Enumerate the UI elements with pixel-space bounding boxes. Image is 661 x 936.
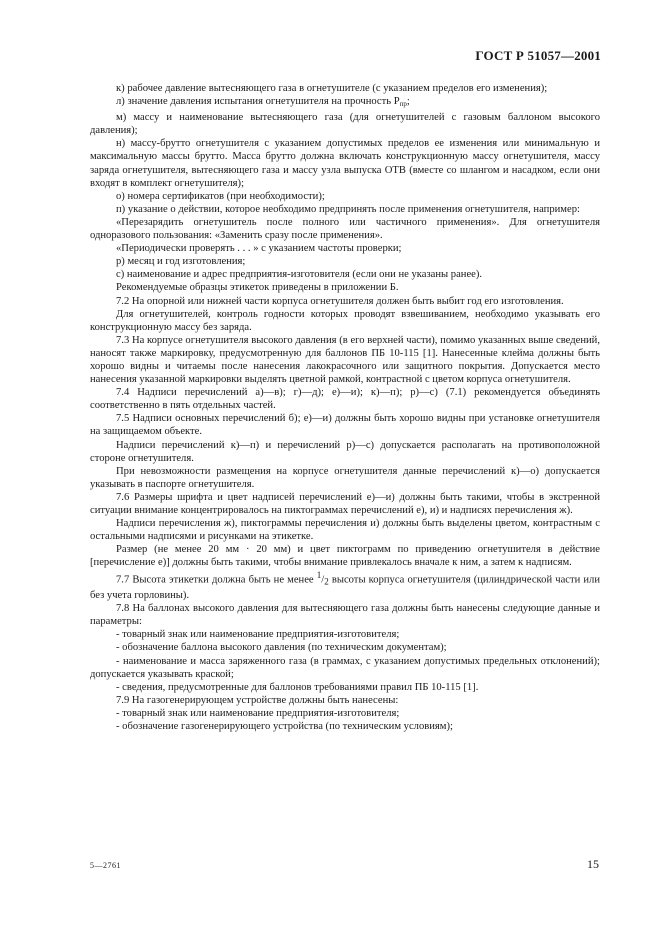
page-number: 15 (587, 857, 599, 871)
paragraph: н) массу-брутто огнетушителя с указанием допустимых пределов ее изменения или минимальную и максимальную массы брутто. Масса брутто должна включать конструкционную массу огнетушителя, массу заряда огнетушителя, вытесняющего газа и массу узла выпуска ОТВ (вместе со шлангом и насадком, если они входят в комплект огнетушителя); (90, 138, 600, 189)
paragraph: - наименование и масса заряженного газа (в граммах, с указанием допустимых предельных отклонений); допускается указывать краской; (90, 655, 600, 680)
paragraph (90, 95, 600, 111)
paragraph: 7.3 На корпусе огнетушителя высокого давления (в его верхней части), помимо указанных выше сведений, наносят также маркировку, предусмотренную для баллонов ПБ 10-115 [1]. Нанесенные клейма должны быть хорошо видны и читаемы после нанесения лакокрасочного или защитного покрытия. Допускается место нанесения указанной маркировки выделять цветной рамкой, контрастной с цветом корпуса огнетушителя. (90, 334, 600, 386)
paragraph: Надписи перечислений к)—п) и перечислений р)—с) допускается располагать на противоположной стороне огнетушителя. (90, 439, 600, 464)
fraction-slash: / (321, 575, 325, 586)
paragraph: 7.4 Надписи перечислений а)—в); г)—д); е)—и); к)—п); р)—с) (7.1) рекомендуется объединять соответственно в пять отдельных частей. (90, 387, 600, 412)
paragraph: 7.9 На газогенерирующем устройстве должны быть нанесены: (116, 694, 399, 706)
print-code: 5—2761 (90, 861, 121, 870)
paragraph (90, 569, 600, 602)
paragraph-text: л) значение давления испытания огнетушителя на прочность P (116, 96, 400, 108)
paragraph: - товарный знак или наименование предприятия-изготовителя; (116, 707, 400, 719)
paragraph: Рекомендуемые образцы этикеток приведены в приложении Б. (116, 282, 399, 294)
paragraph: 7.5 Надписи основных перечислений б); е)—и) должны быть хорошо видны при установке огнетушителя на защищаемом объекте. (90, 413, 600, 438)
paragraph: о) номера сертификатов (при необходимости); (116, 190, 325, 202)
fraction-numerator: 1 (316, 570, 322, 581)
subscript: пр (399, 100, 407, 109)
paragraph: - товарный знак или наименование предприятия-изготовителя; (116, 629, 400, 641)
paragraph: При невозможности размещения на корпусе огнетушителя данные перечислений к)—о) допускается указывать в паспорте огнетушителя. (90, 465, 600, 490)
paragraph: м) массу и наименование вытесняющего газа (для огнетушителей с газовым баллоном высокого давления); (90, 112, 600, 137)
paragraph: «Периодически проверять . . . » с указанием частоты проверки; (116, 243, 402, 255)
paragraph: «Перезарядить огнетушитель после полного или частичного применения». Для огнетушителя одноразового пользования: «Заменить сразу после применения». (90, 216, 600, 242)
paragraph: 7.6 Размеры шрифта и цвет надписей перечислений е)—и) должны быть такими, чтобы в экстренной ситуации внимание концентрировалось на пиктограммах перечислений е), и) и надписях перечисления ж). (90, 491, 600, 516)
punctuation: ; (406, 96, 410, 108)
document-header: ГОСТ Р 51057—2001 (475, 48, 601, 63)
paragraph: 7.8 На баллонах высокого давления для вытесняющего газа должны быть нанесены следующие данные и параметры: (90, 603, 600, 628)
paragraph: Размер (не менее 20 мм · 20 мм) и цвет пиктограмм по приведению огнетушителя в действие [перечисление е)] должны быть такими, чтобы внимание привлекалось вначале к ним, а затем к надписям. (90, 544, 600, 569)
paragraph: с) наименование и адрес предприятия-изготовителя (если они не указаны ранее). (116, 269, 483, 281)
paragraph: Надписи перечисления ж), пиктограммы перечисления и) должны быть выделены цветом, контрастным с остальными надписями и рисунками на этикетке. (90, 518, 600, 543)
paragraph: - обозначение баллона высокого давления (по техническим документам); (116, 642, 447, 654)
document-body (90, 82, 600, 733)
paragraph-tail: высоты корпуса огнетушителя (цилиндрической части или без учета горловины). (90, 575, 601, 602)
paragraph: Для огнетушителей, контроль годности которых проводят взвешиванием, необходимо указывать его конструкционную массу без заряда. (90, 308, 600, 333)
paragraph: 7.2 На опорной или нижней части корпуса огнетушителя должен быть выбит год его изготовления. (116, 295, 564, 307)
fraction-denominator: 2 (324, 577, 329, 587)
paragraph: - обозначение газогенерирующего устройства (по техническим условиям); (116, 721, 453, 733)
paragraph: р) месяц и год изготовления; (116, 256, 246, 268)
paragraph-text: 7.7 Высота этикетки должна быть не менее (116, 575, 314, 586)
paragraph: к) рабочее давление вытесняющего газа в огнетушителе (с указанием пределов его изменения); (116, 83, 548, 94)
paragraph: - сведения, предусмотренные для баллонов требованиями правил ПБ 10-115 [1]. (116, 681, 479, 693)
paragraph: п) указание о действии, которое необходимо предпринять после применения огнетушителя, например: (116, 203, 580, 215)
